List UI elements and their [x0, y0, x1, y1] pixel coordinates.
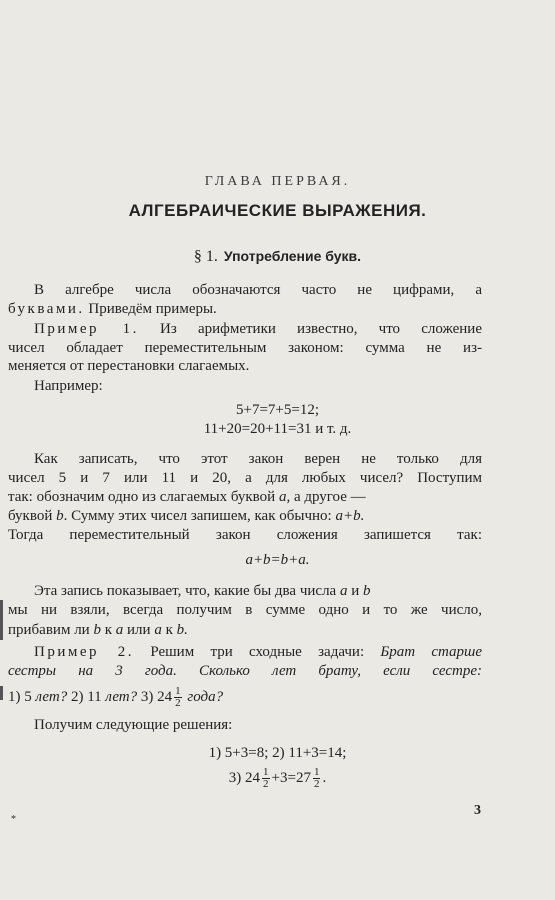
paragraph-2-line-3: меняется от перестановки слагаемых.: [8, 358, 250, 374]
paragraph-1-line-2: [8, 300, 482, 318]
italic-text: года?: [187, 688, 224, 705]
page-number: 3: [474, 803, 481, 818]
paragraph-4-line-2: чисел 5 и 7 или 11 и 20, а для любых чисел? Поступим: [8, 470, 482, 486]
text-fragment: Эта запись показывает, что, какие бы два числа: [34, 583, 337, 599]
text-fragment: +3=27: [271, 769, 311, 786]
paragraph-4-line-4: [8, 507, 482, 525]
margin-mark: *: [11, 814, 16, 825]
text-fragment: так: обозначим одно из слагаемых буквой: [8, 489, 276, 505]
text-fragment: . Сумму этих чисел запишем, как обычно:: [63, 508, 332, 524]
formula-2: a+b=b+a.: [245, 552, 310, 568]
fraction-one-half: [313, 767, 321, 790]
paragraph-4-line-1: Как записать, что этот закон верен не только для: [34, 451, 482, 467]
italic-text: лет?: [105, 688, 138, 705]
text-fragment: или: [127, 622, 151, 638]
paragraph-2-line-1: [34, 320, 482, 338]
formula-1-line-2: 11+20=20+11=31 и т. д.: [203, 421, 352, 437]
text-fragment: буквой: [8, 508, 53, 524]
text-fragment: Решим три сходные задачи:: [150, 644, 365, 660]
text-fragment: к: [104, 622, 113, 638]
paragraph-6-line-2: сестры на 3 года. Сколько лет брату, если сестре:: [8, 663, 482, 679]
fraction-numerator: 1: [313, 766, 320, 778]
variable-b: b: [56, 508, 64, 524]
variable-a: a: [115, 622, 124, 638]
example-label: Пример 1.: [34, 321, 139, 337]
paragraph-5-line-2: мы ни взяли, всегда получим в сумме одно и то же число,: [8, 602, 482, 618]
text-fragment: , а другое —: [286, 489, 366, 505]
text-fragment: .: [322, 769, 327, 786]
fraction-one-half: [174, 686, 182, 709]
paragraph-5-line-1: [34, 582, 482, 600]
paragraph-6-line-3: [8, 686, 482, 709]
chapter-title: АЛГЕБРАИЧЕСКИЕ ВЫРАЖЕНИЯ.: [128, 201, 427, 220]
fraction-denominator: 2: [175, 697, 181, 709]
section-heading: [0, 248, 555, 266]
text-fragment: Приведём примеры.: [88, 301, 217, 317]
fraction-one-half: [262, 767, 270, 790]
variable-b: b.: [176, 622, 188, 638]
fraction-denominator: 2: [263, 778, 269, 790]
page-edge-shadow: [0, 600, 3, 640]
text-fragment: 3) 24: [140, 688, 173, 705]
paragraph-5-line-3: [8, 621, 482, 639]
paragraph-6-line-1: [34, 643, 482, 661]
paragraph-2-line-2: чисел обладает переместительным законом: сумма не из-: [8, 340, 482, 356]
example-label: Пример 2.: [34, 644, 135, 660]
section-number: § 1.: [193, 248, 218, 265]
text-fragment: к: [165, 622, 173, 638]
text-fragment: Из арифметики известно, что сложение: [160, 321, 482, 337]
italic-text: лет?: [35, 688, 68, 705]
text-fragment: и: [351, 583, 360, 599]
text-fragment: 3) 24: [228, 769, 261, 786]
fraction-numerator: 1: [263, 766, 269, 778]
formula-3-line-1: 1) 5+3=8; 2) 11+3=14;: [208, 745, 347, 761]
paragraph-4-line-3: [8, 488, 482, 506]
variable-a: a: [154, 622, 162, 638]
italic-text: Брат старше: [380, 644, 483, 660]
paragraph-1-line-1: В алгебре числа обозначаются часто не цифрами, а: [34, 282, 482, 298]
page-edge-shadow: [0, 686, 3, 700]
section-title: Употребление букв.: [223, 248, 362, 264]
spaced-word: буквами.: [8, 301, 85, 317]
formula-1-line-1: 5+7=7+5=12;: [235, 402, 319, 418]
text-fragment: 1) 5: [8, 688, 32, 705]
variable-b: b: [93, 622, 101, 638]
variable-b: b: [363, 583, 371, 599]
paragraph-3-line-1: Например:: [34, 378, 103, 394]
paragraph-4-line-5: Тогда переместительный закон сложения запишется так:: [8, 527, 482, 543]
chapter-heading: ГЛАВА ПЕРВАЯ.: [204, 174, 351, 189]
text-fragment: 2) 11: [70, 688, 102, 705]
variable-a: a: [278, 489, 287, 505]
fraction-denominator: 2: [313, 778, 320, 790]
fraction-numerator: 1: [175, 685, 181, 697]
paragraph-7-line-1: Получим следующие решения:: [34, 717, 233, 733]
variable-a: a: [339, 583, 348, 599]
formula-3-line-2: [0, 767, 555, 790]
text-fragment: прибавим ли: [8, 622, 90, 638]
expression-a-plus-b: a+b.: [335, 508, 365, 524]
